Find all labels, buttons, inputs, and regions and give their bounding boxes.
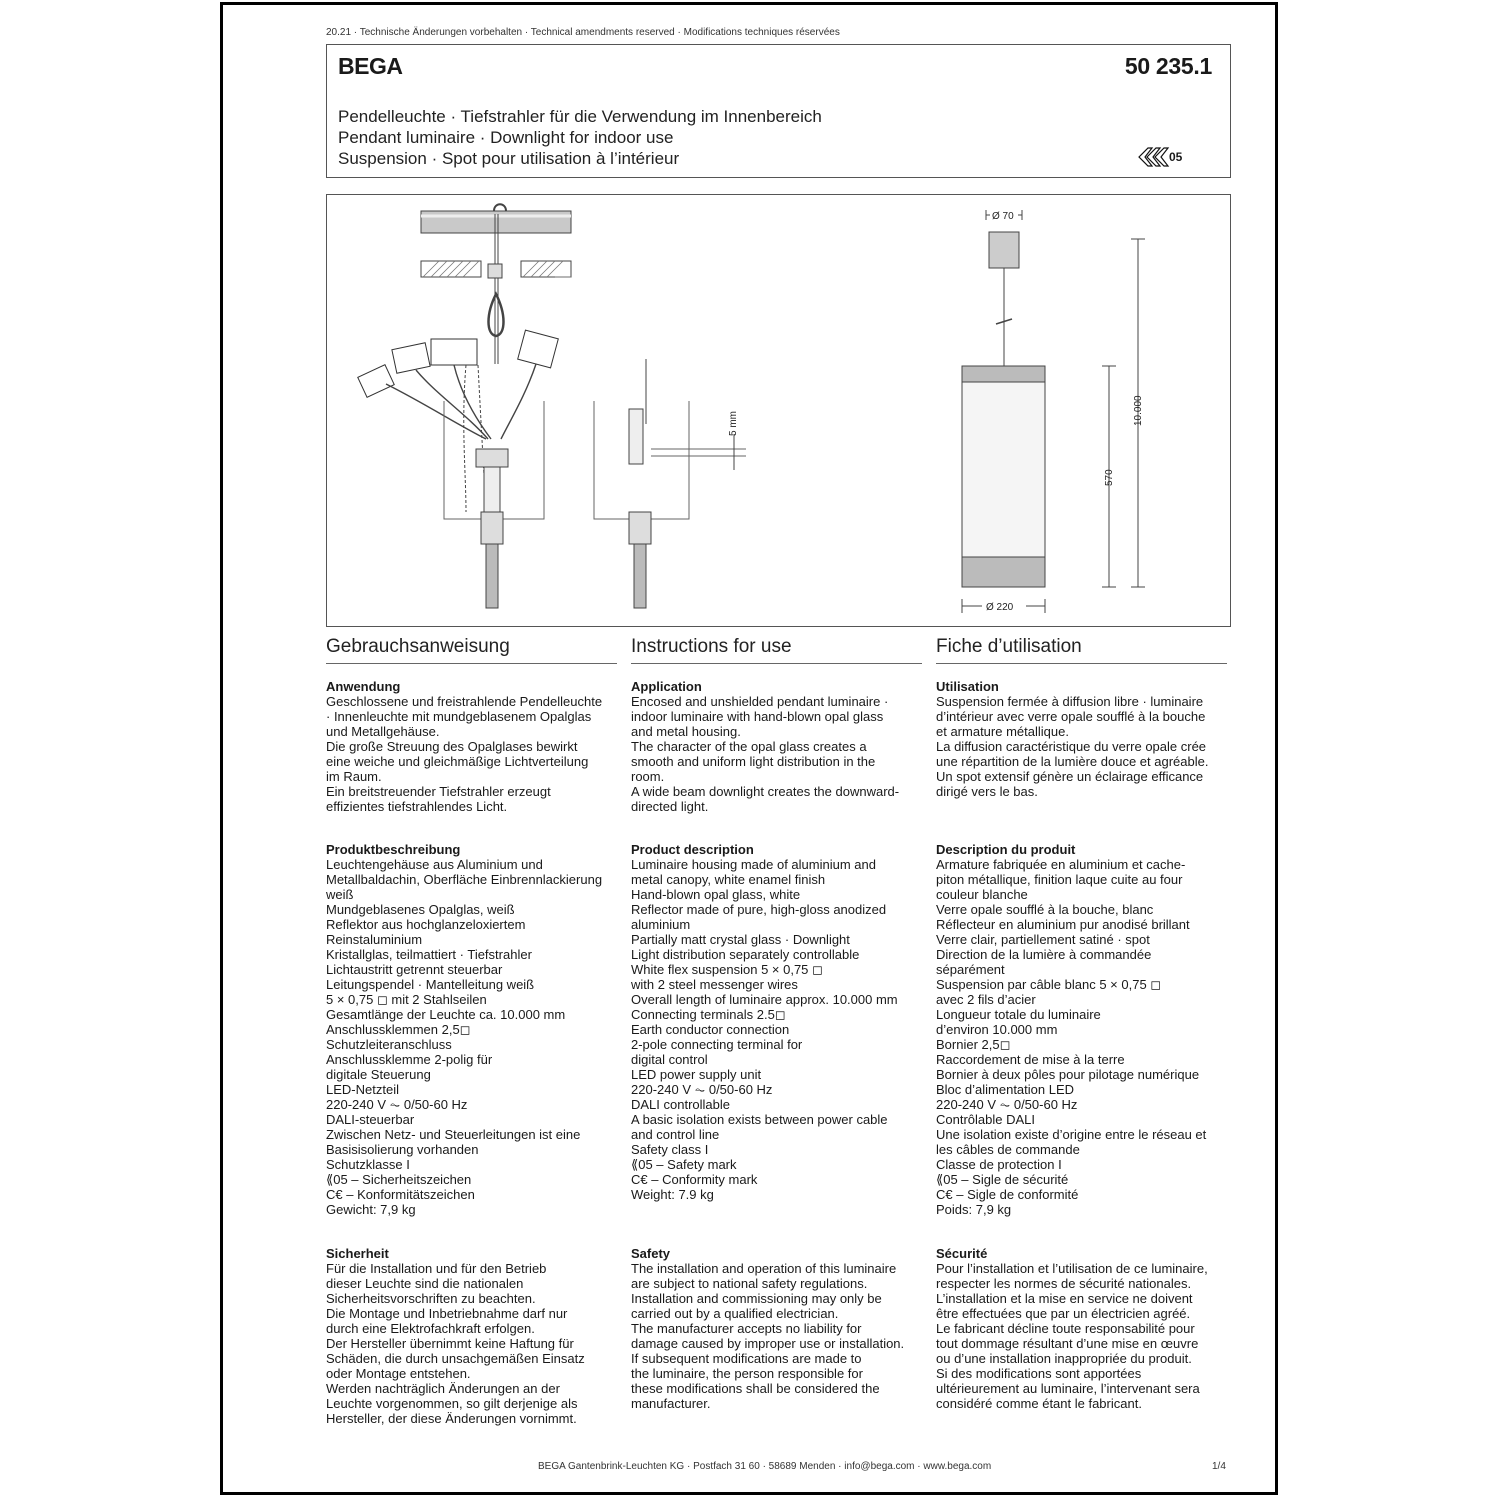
section-produktbeschreibung (326, 842, 626, 1217)
dim-length-label: 10.000 (1133, 395, 1144, 426)
safety-mark-suffix: 05 (1169, 150, 1183, 165)
luminaire-elevation (962, 210, 1145, 613)
page-number: 1/4 (1212, 1461, 1226, 1472)
dim-body-label: Ø 220 (986, 602, 1014, 613)
section-text: Leuchtengehäuse aus Aluminium und Metallbaldachin, Oberfläche Einbrennlackierung weiß Mundgeblasenes Opalglas, weiß Reflektor aus hochglanzeloxiertem Reinstaluminium Kristallglas, teilmattiert · Tiefstrahler Lichtaustritt getrennt steuerbar Leitungspendel · Mantelleitung weiß 5 × 0,75 ◻ mit 2 Stahlseilen Gesamtlänge der Leuchte ca. 10.000 mm Anschlussklemmen 2,5◻ Schutzleiteranschluss Anschlussklemme 2-polig für digitale Steuerung LED-Netzteil 220-240 V ⏦ 0/50-60 Hz DALI-steuerbar Zwischen Netz- und Steuerleitungen ist eine Basisisolierung vorhanden Schutzklasse I ⟪05 – Sicherheitszeichen C€ – Konformitätszeichen Gewicht: 7,9 kg (326, 857, 603, 1217)
column-title: Instructions for use (631, 636, 922, 664)
section-text: Pour l’installation et l’utilisation de ce luminaire, respecter les normes de sécurité nationales. L’installation et la mise en service ne doivent être effectuées que par un électricien agréé. Le fabricant décline toute responsabilité pour tout dommage résultant d’une mise en œuvre ou d’une installation inappropriée du produit. Si des modifications sont apportées ultérieurement au luminaire, l’intervenant sera considéré comme étant le fabricant. (936, 1261, 1208, 1411)
article-number: 50 235.1 (1124, 53, 1212, 79)
section-utilisation (936, 679, 1236, 799)
dim-gap-label: 5 mm (728, 411, 739, 436)
footer-address: BEGA Gantenbrink-Leuchten KG · Postfach 31 60 · 58689 Menden · info@bega.com · www.bega.com (538, 1461, 992, 1472)
dim-height-label: 570 (1104, 469, 1115, 486)
column-en (631, 636, 922, 1411)
column-title: Fiche d’utilisation (936, 636, 1227, 664)
section-heading: Safety (631, 1246, 671, 1261)
section-sicherheit (326, 1246, 626, 1426)
column-title: Gebrauchsanweisung (326, 636, 617, 664)
column-de (326, 636, 617, 1426)
section-heading: Description du produit (936, 842, 1076, 857)
safety-mark-icon (1137, 146, 1196, 168)
section-application (631, 679, 931, 814)
subtitle-fr: Suspension · Spot pour utilisation à l’intérieur (338, 149, 680, 168)
section-text: Geschlossene und freistrahlende Pendelleuchte · Innenleuchte mit mundgeblasenem Opalglas und Metallgehäuse. Die große Streuung des Opalglases bewirkt eine weiche und gleichmäßige Lichtverteilung im Raum. Ein breitstreuender Tiefstrahler erzeugt effizientes tiefstrahlendes Licht. (326, 694, 603, 814)
brand-name: BEGA (338, 53, 403, 79)
section-heading: Utilisation (936, 679, 999, 694)
section-text: Luminaire housing made of aluminium and metal canopy, white enamel finish Hand-blown opal glass, white Reflector made of pure, high-gloss anodized aluminium Partially matt crystal glass · Downlight Light distribution separately controllable White flex suspension 5 × 0,75 ◻ with 2 steel messenger wires Overall length of luminaire approx. 10.000 mm Connecting terminals 2.5◻ Earth conductor connection 2-pole connecting terminal for digital control LED power supply unit 220-240 V ⏦ 0/50-60 Hz DALI controllable A basic isolation exists between power cable and control line Safety class I ⟪05 – Safety mark C€ – Conformity mark Weight: 7.9 kg (631, 857, 898, 1202)
technical-drawing (326, 194, 1231, 627)
section-product-description (631, 842, 931, 1202)
header-topline: 20.21 · Technische Änderungen vorbehalten · Technical amendments reserved · Modifications techniques réservées (326, 27, 840, 38)
section-safety (631, 1246, 931, 1411)
section-text: The installation and operation of this luminaire are subject to national safety regulations. Installation and commissioning may only be carried out by a qualified electrician. The manufacturer accepts no liability for damage caused by improper use or installation. If subsequent modifications are made to the luminaire, the person responsible for these modifications shall be considered the manufacturer. (631, 1261, 905, 1411)
section-text: Für die Installation und für den Betrieb dieser Leuchte sind die nationalen Sicherheitsvorschriften zu beachten. Die Montage und Inbetriebnahme darf nur durch eine Elektrofachkraft erfolgen. Der Hersteller übernimmt keine Haftung für Schäden, die durch unsachgemäßen Einsatz oder Montage entstehen. Werden nachträglich Änderungen an der Leuchte vorgenommen, so gilt derjenige als Hersteller, der diese Änderungen vornimmt. (326, 1261, 585, 1426)
ceiling-mount-drawing (358, 204, 571, 608)
section-text: Suspension fermée à diffusion libre · luminaire d’intérieur avec verre opale soufflé à la bouche et armature métallique. La diffusion caractéristique du verre opale crée une répartition de la lumière douce et agréable. Un spot extensif génère un éclairage efficance dirigé vers le bas. (936, 694, 1209, 799)
subtitle-de: Pendelleuchte · Tiefstrahler für die Verwendung im Innenbereich (338, 107, 822, 126)
dim-canopy-label: Ø 70 (992, 211, 1014, 222)
section-heading: Produktbeschreibung (326, 842, 461, 857)
section-text: Armature fabriquée en aluminium et cache- piton métallique, finition laque cuite au four couleur blanche Verre opale soufflé à la bouche, blanc Réflecteur en aluminium pur anodisé brillant Verre clair, partiellement satiné · spot Direction de la lumière à commandée séparément Suspension par câble blanc 5 × 0,75 ◻ avec 2 fils d’acier Longueur totale du luminaire d’environ 10.000 mm Bornier 2,5◻ Raccordement de mise à la terre Bornier à deux pôles pour pilotage numérique Bloc d’alimentation LED 220-240 V ⏦ 0/50-60 Hz Contrôlable DALI Une isolation existe d’origine entre le réseau et les câbles de commande Classe de protection I ⟪05 – Sigle de sécurité C€ – Sigle de conformité Poids: 7,9 kg (936, 857, 1207, 1217)
column-fr (936, 636, 1227, 1411)
section-heading: Application (631, 679, 702, 694)
section-heading: Anwendung (326, 679, 401, 694)
section-heading: Sicherheit (326, 1246, 389, 1261)
section-anwendung (326, 679, 626, 814)
detail-drawing (594, 359, 746, 608)
section-securite (936, 1246, 1236, 1411)
section-text: Encosed and unshielded pendant luminaire · indoor luminaire with hand-blown opal glass and metal housing. The character of the opal glass creates a smooth and uniform light distribution in the room. A wide beam downlight creates the downward- directed light. (631, 694, 900, 814)
section-description-produit (936, 842, 1236, 1217)
section-heading: Sécurité (936, 1246, 988, 1261)
subtitle-en: Pendant luminaire · Downlight for indoor use (338, 128, 674, 147)
section-heading: Product description (631, 842, 754, 857)
